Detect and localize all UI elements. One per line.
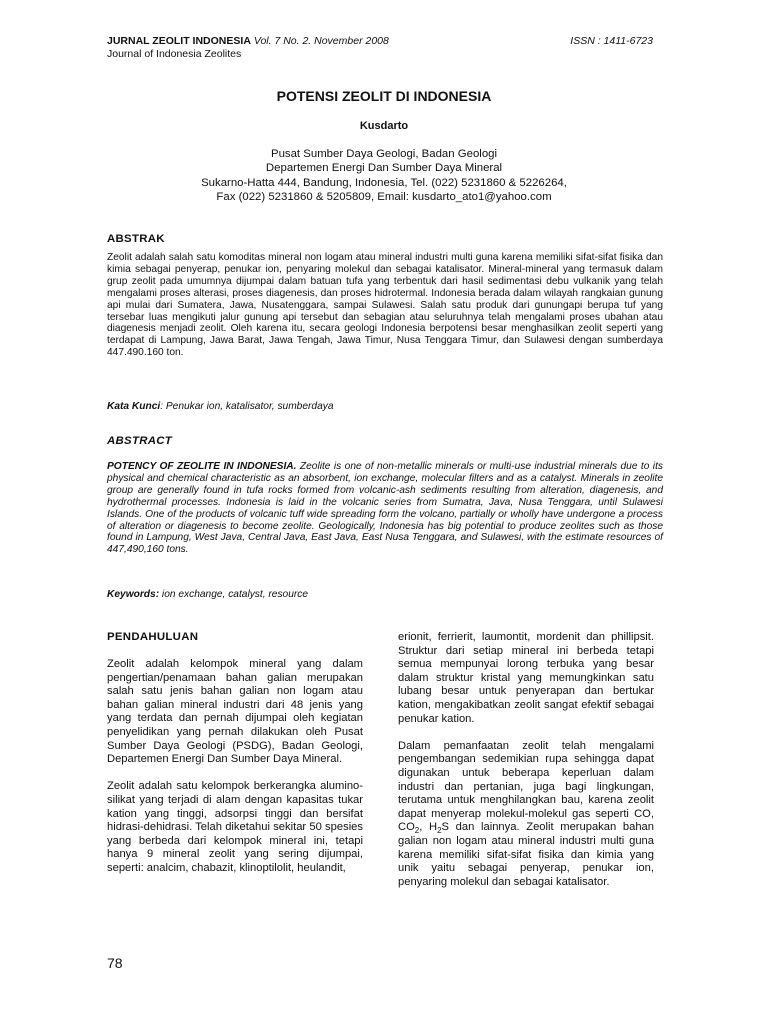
- journal-volume: Vol. 7 No. 2. November 2008: [253, 35, 389, 47]
- intro-paragraph-4-part-b: , H: [419, 821, 438, 834]
- abstrak-heading: ABSTRAK: [107, 233, 165, 245]
- affiliation-line: Departemen Energi Dan Sumber Daya Mineral: [265, 162, 503, 175]
- intro-paragraph-4-part-c: S dan lainnya. Zeolit merupakan bahan galian non logam atau mineral industri multi guna karena memiliki sifat-sifat fisika dan kimia yang unik yaitu sebagai penyerap, penukar ion, penyaring molekul dan sebagai katalisator.: [398, 821, 655, 888]
- right-column: [398, 631, 654, 903]
- abstract-heading: ABSTRACT: [107, 435, 173, 447]
- kata-kunci-text: : Penukar ion, katalisator, sumberdaya: [160, 401, 334, 412]
- running-header: [107, 35, 389, 48]
- author-affiliation: [150, 147, 618, 205]
- paper-author: Kusdarto: [359, 120, 409, 132]
- abstrak-body: Zeolit adalah salah satu komoditas mineral non logam atau mineral industri multi guna karena memiliki sifat-sifat fisika dan kimia sebagai penyerap, penukar ion, penyaring molekul dan sebagai katalisator. Mineral-mineral yang termasuk dalam grup zeolit pada umumnya dijumpai dalam batuan tufa yang terbentuk dari hasil sedimentasi debu vulkanik yang telah mengalami proses alterasi, proses diagenesis, dan proses hidrotermal. Indonesia berada dalam wilayah rangkaian gunung api mulai dari Sumatera, Jawa, Nusatenggara, sampai Sulawesi. Salah satu produk dari gunungapi berupa tuf yang tersebar luas mengikuti jalur gunung api tersebut dan sebagian atau seluruhnya telah mengalami proses ubahan atau diagenesis menjadi zeolit. Oleh karena itu, secara geologi Indonesia berpotensi besar menghasilkan zeolit seperti yang terdapat di Lampung, Jawa Barat, Jawa Tengah, Jawa Timur, Nusa Tenggara Timur, dan Sulawesi dengan sumberdaya 447.490.160 ton.: [107, 252, 663, 359]
- keywords-text: ion exchange, catalyst, resource: [159, 589, 309, 600]
- page-number: 78: [107, 955, 123, 971]
- intro-paragraph-3: erionit, ferrierit, laumontit, mordenit dan phillipsit. Struktur dari setiap mineral ini berbeda tetapi semua mempunyai lorong terbuka yang besar dalam struktur kristal yang memungkinkan satu lubang besar untuk penyerapan dan bertukar kation, mengakibatkan zeolit sangat efektif sebagai penukar kation.: [398, 631, 654, 725]
- keywords-label: Keywords:: [107, 589, 160, 600]
- kata-kunci: [107, 401, 663, 412]
- abstract-lead: POTENCY OF ZEOLITE IN INDONESIA.: [107, 461, 297, 472]
- kata-kunci-label: Kata Kunci: [107, 401, 161, 412]
- paper-title: POTENSI ZEOLIT DI INDONESIA: [276, 88, 492, 104]
- abstract-body: [107, 461, 663, 556]
- intro-paragraph-1: Zeolit adalah kelompok mineral yang dalam pengertian/penamaan bahan galian merupakan salah satu jenis bahan galian non logam atau bahan galian mineral industri dari 48 jenis yang yang terdata dan pernah dijumpai oleh kegiatan penyelidikan yang pernah dilakukan oleh Pusat Sumber Daya Geologi (PSDG), Badan Geologi, Departemen Energi Dan Sumber Daya Mineral.: [107, 658, 363, 766]
- journal-subtitle: Journal of Indonesia Zeolites: [107, 48, 242, 60]
- affiliation-line: Pusat Sumber Daya Geologi, Badan Geologi: [270, 148, 498, 160]
- affiliation-line: Fax (022) 5231860 & 5205809, Email: kusdarto_ato1@yahoo.com: [216, 191, 552, 204]
- affiliation-line: Sukarno-Hatta 444, Bandung, Indonesia, Tel. (022) 5231860 & 5226264,: [201, 176, 567, 189]
- intro-paragraph-4: [398, 740, 654, 890]
- journal-issn: [570, 35, 653, 48]
- pendahuluan-heading: PENDAHULUAN: [107, 631, 199, 643]
- journal-name: JURNAL ZEOLIT INDONESIA: [107, 35, 251, 47]
- keywords: [107, 589, 663, 600]
- intro-paragraph-2: Zeolit adalah satu kelompok berkerangka alumino-silikat yang terjadi di alam dengan kapasitas tukar kation yang tinggi, adsorpsi tinggi dan bersifat hidrasi-dehidrasi. Telah diketahui sekitar 50 spesies yang berbeda dari kelompok mineral ini, tetapi hanya 9 mineral zeolit yang sering dijumpai, seperti: analcim, chabazit, klinoptilolit, heulandit,: [107, 780, 363, 874]
- subscript: 2: [414, 826, 420, 836]
- issn-text: ISSN : 1411-6723: [570, 35, 653, 47]
- abstract-text: Zeolite is one of non-metallic minerals or multi-use industrial minerals due to its physical and chemical characteristic as an absorbent, ion exchange, molecular filters and as a catalyst. Minerals in zeolite group are generally found in tufa rocks formed from volcanic-ash sediments resulting from alteration, diagenesis, and hydrothermal processes. Indonesia is laid in the volcanic series from Sumatra, Java, Nusa Tenggara, until Sulawesi Islands. One of the products of volcanic tuff wide spreading form the volcano, partially or wholly have undergone a process of alteration or diagenesis to become zeolite. Geologically, Indonesia has big potential to produce zeolites such as those found in Lampung, West Java, Central Java, East Java, East Nusa Tenggara, and Sulawesi, with the estimate resources of 447,490,160 tons.: [107, 461, 663, 556]
- left-column: [107, 658, 363, 889]
- subscript: 2: [437, 826, 442, 836]
- intro-paragraph-4-part-a: Dalam pemanfaatan zeolit telah mengalami pengembangan sedemikian rupa sehingga dapat digunakan untuk beberapa keperluan dalam industri dan pertanian, juga bagi lingkungan, terutama untuk menghilangkan bau, karena zeolit dapat menyerap molekul-molekul gas seperti CO, CO: [398, 739, 654, 834]
